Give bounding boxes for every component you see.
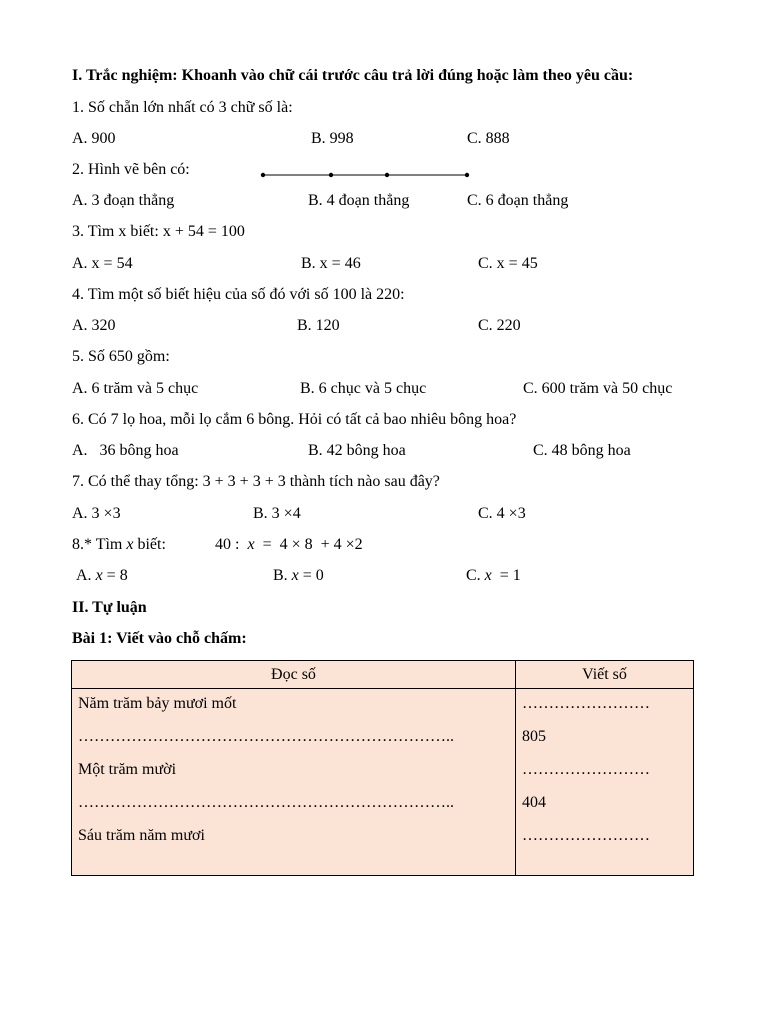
q3-option-c: C. x = 45	[478, 255, 538, 272]
q8-option-a-variable: x	[95, 567, 103, 584]
question-8	[72, 534, 166, 556]
section1-title: I. Trắc nghiệm: Khoanh vào chữ cái trước câu trả lời đúng hoặc làm theo yêu cầu:	[72, 67, 634, 84]
q1-option-a: A. 900	[72, 130, 116, 147]
q5-option-c: C. 600 trăm và 50 chục	[523, 380, 673, 397]
table-header-row	[72, 661, 694, 689]
q7-option-a: A. 3 ×3	[72, 505, 121, 522]
q8-option-b-label: B.	[273, 567, 292, 584]
q7-option-b: B. 3 ×4	[253, 505, 301, 522]
q6-option-c: C. 48 bông hoa	[533, 442, 631, 459]
q8-expr-variable: x	[247, 536, 255, 553]
question-7: 7. Có thể thay tổng: 3 + 3 + 3 + 3 thành tích nào sau đây?	[72, 473, 440, 490]
q3-option-b: B. x = 46	[301, 255, 361, 272]
q8-option-a-label: A.	[76, 567, 96, 584]
q8-prefix: 8.* Tìm	[72, 536, 127, 553]
q6-option-a: A. 36 bông hoa	[72, 442, 179, 459]
q5-option-b: B. 6 chục và 5 chục	[300, 380, 427, 397]
cell-line: 404	[522, 794, 546, 811]
q8-option-c-value: = 1	[491, 567, 521, 584]
q5-option-a: A. 6 trăm và 5 chục	[72, 380, 199, 397]
table-row	[72, 689, 694, 876]
cell-line: ……………………	[522, 695, 650, 712]
q8-option-b	[273, 565, 324, 587]
q1-option-c: C. 888	[467, 130, 510, 147]
doc-so-column	[72, 689, 516, 876]
cell-line: 805	[522, 728, 546, 745]
question-3: 3. Tìm x biết: x + 54 = 100	[72, 223, 245, 240]
header-viet-so: Viết số	[516, 661, 694, 689]
cell-line: ……………………………………………………………..	[78, 728, 454, 745]
q6-option-b: B. 42 bông hoa	[308, 442, 406, 459]
line-segment-figure	[258, 168, 472, 182]
q3-option-a: A. x = 54	[72, 255, 133, 272]
segment-point	[385, 173, 389, 177]
segment-point	[261, 173, 265, 177]
q2-option-a: A. 3 đoạn thẳng	[72, 192, 175, 209]
cell-line: Một trăm mười	[78, 761, 177, 778]
question-2: 2. Hình vẽ bên có:	[72, 161, 190, 178]
q8-option-a	[76, 565, 128, 587]
q2-option-c: C. 6 đoạn thẳng	[467, 192, 569, 209]
header-doc-so: Đọc số	[72, 661, 516, 689]
q4-option-c: C. 220	[478, 317, 521, 334]
q8-variable: x	[126, 536, 134, 553]
question-5: 5. Số 650 gồm:	[72, 348, 170, 365]
viet-so-column	[516, 689, 694, 876]
q8-expr-start: 40 :	[215, 536, 248, 553]
q8-option-c-label: C.	[466, 567, 485, 584]
cell-line: Năm trăm bảy mươi mốt	[78, 695, 237, 712]
cell-line: Sáu trăm năm mươi	[78, 827, 205, 844]
q8-option-b-variable: x	[291, 567, 299, 584]
cell-line: ……………………………………………………………..	[78, 794, 454, 811]
segment-point	[329, 173, 333, 177]
q2-option-b: B. 4 đoạn thẳng	[308, 192, 410, 209]
q8-option-c	[466, 565, 521, 587]
bai1-title: Bài 1: Viết vào chỗ chấm:	[72, 630, 247, 647]
q8-option-c-variable: x	[484, 567, 492, 584]
q4-option-b: B. 120	[297, 317, 340, 334]
number-table	[71, 660, 694, 876]
q8-option-a-value: = 8	[102, 567, 128, 584]
question-6: 6. Có 7 lọ hoa, mỗi lọ cắm 6 bông. Hỏi có tất cả bao nhiêu bông hoa?	[72, 411, 517, 428]
cell-line: ……………………	[522, 761, 650, 778]
q7-option-c: C. 4 ×3	[478, 505, 526, 522]
q4-option-a: A. 320	[72, 317, 116, 334]
section2-title: II. Tự luận	[72, 599, 147, 616]
q8-expression	[215, 534, 363, 556]
question-4: 4. Tìm một số biết hiệu của số đó với số 100 là 220:	[72, 286, 405, 303]
question-1: 1. Số chẵn lớn nhất có 3 chữ số là:	[72, 99, 293, 116]
q8-option-b-value: = 0	[298, 567, 324, 584]
q1-option-b: B. 998	[311, 130, 354, 147]
segment-point	[465, 173, 469, 177]
q8-suffix: biết:	[133, 536, 166, 553]
cell-line: ……………………	[522, 827, 650, 844]
q8-expr-end: = 4 × 8 + 4 ×2	[254, 536, 363, 553]
